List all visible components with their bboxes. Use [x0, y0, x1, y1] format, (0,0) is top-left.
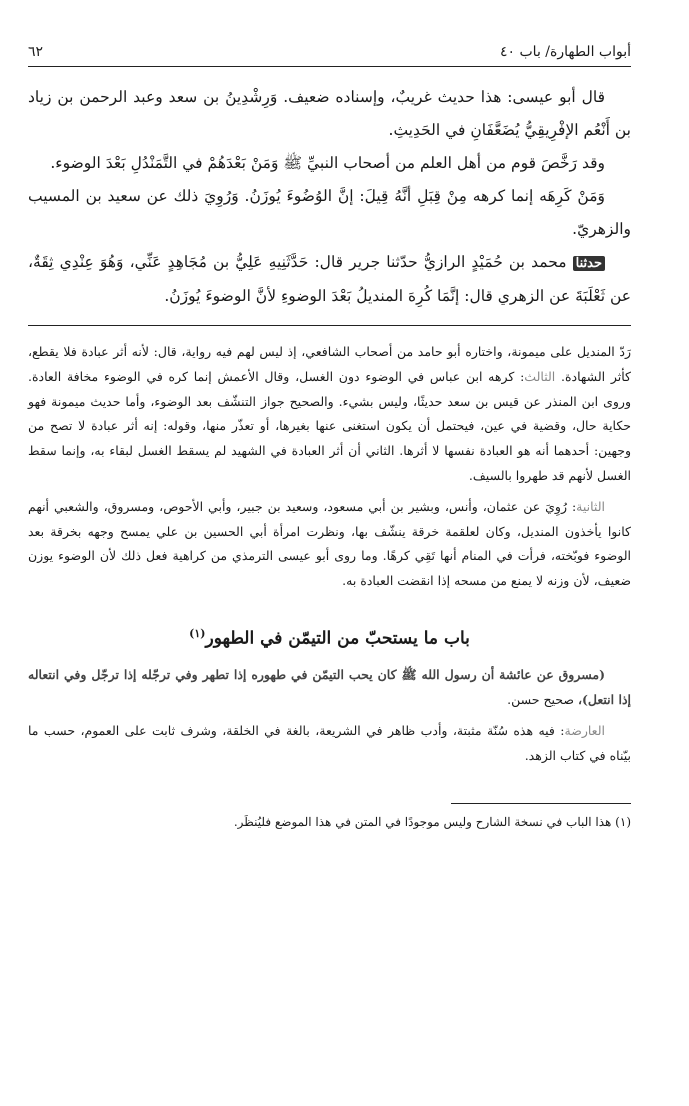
paragraph-4-text: محمد بن حُمَيْدٍ الرازيُّ حدّثنا جرير قال: حَدَّثَنِيهِ عَلِيُّ بن مُجَاهِدٍ عَنِّي، وَهُوَ عِنْدِي ثِقَةٌ، عن ثَعْلَبَةَ عن الزهري قال: إنَّمَا كُرِهَ المنديلُ بَعْدَ الوضوءِ لأنَّ الوضوءَ يُوزَنُ. — [28, 253, 631, 305]
second-label: الثانية — [576, 498, 605, 514]
footnote: (١) هذا الباب في نسخة الشارح وليس موجودًا في المتن في هذا الموضع فليُنظَر. — [233, 814, 631, 829]
paragraph-3: وَمَنْ كَرِهَه إنما كرهه مِنْ قِبَلِ أنَّهُ قِيلَ: إنَّ الوُضُوءَ يُوزَنُ. وَرُوِيَ ذلك عن سعيد بن المسيب والزهريّ. — [28, 187, 631, 238]
commentary-paragraph-2: الثانية: رُوِيَ عن عثمان، وأنس، وبشير بن أبي مسعود، وسعيد بن جبير، وأبي الأحوص، ومسروق، والشعبي أنهم كانوا يأخذون المنديل، وكان لعلقمة خرقة ينشّف بها، ونظرت امرأة أبي الحسين بن علي يمسح وجهه بخرقة بعد الوضوء فوبّخته، فرأت في المنام أنها تَقِي كرهًا. وما روى أبو عيسى الترمذي من كراهية فعل ذلك لأن الوضوء يوزن ضعيف، لأن وزنه لا يمنع من مسحه إذا انقضت العبادة به. — [28, 498, 631, 589]
chapter-title: باب ما يستحبّ من التيمّن في الطهور$^{(١)}$ — [189, 626, 470, 649]
commentary-paragraph-1: رَدّ المنديل على ميمونة، واختاره أبو حامد من أصحاب الشافعي، إذ ليس لهم فيه رواية، قال: لأنه أثر عبادة فلا يقطع، كأثر الشهادة. الثالث: كرهه ابن عباس في الوضوء دون الغسل، وقال الأعمش إنما كره في الوضوء مخافة العادة. وروى ابن المنذر عن قيس بن سعد حديثًا، وليس بشيء. والصحيح جواز التنشّف بعد الوضوء، وأما حديث ميمونة فهو حكاية حال، وقضية في عين، فيحتمل أن يكون استغنى عنها بغيرها، أو تعذّر منها، وقوله: إنه أثر عبادة لا تصح من وجهين: أحدهما أنه هو العبادة نفسها لا أثرها. الثاني أن أثر العبادة في الشهيد لم يسقط الغسل لبقاء به، وإنما سقط الغسل لأنهم قد طهروا بالسيف. — [28, 344, 631, 483]
aridah-paragraph: العارضة: فيه هذه سُنّة مثبتة، وأدب ظاهر في الشريعة، بالغة في الخلقة، وشرف ثابت على العموم، حسب ما بيّناه في كتاب الزهد. — [28, 723, 631, 763]
paragraph-4 — [28, 246, 631, 313]
hadith-text: (مسروق عن عائشة أن رسول الله ﷺ كان يحب التيمّن في طهوره إذا تطهر وفي ترجّله إذا ترجّل وفي انتعاله إذا انتعل)، صحيح حسن. — [28, 667, 631, 708]
commentary — [28, 340, 631, 769]
hadith-grade: صحيح حسن. — [507, 692, 578, 708]
third-label: الثالث — [524, 368, 556, 384]
footnote-ref: (١) — [189, 626, 206, 640]
commentary-separator — [28, 325, 631, 326]
footnote-separator — [451, 803, 631, 804]
page-header — [28, 0, 631, 67]
aridah-label: العارضة — [564, 723, 605, 739]
main-text — [28, 81, 631, 313]
paragraph-1: قال أبو عيسى: هذا حديث غريبٌ، وإسناده ضعيف. وَرِشْدِينُ بن سعد وعبد الرحمن بن زياد بن أَنْعُم الإفْرِيقِيُّ يُضَعَّفَانِ في الحَدِيثِ. — [28, 88, 631, 139]
haddathana-label: حدثنا — [573, 256, 605, 271]
running-title: أبواب الطهارة/ باب ٤٠ — [500, 44, 631, 60]
paragraph-2: وقد رَخَّصَ قوم من أهل العلم من أصحاب النبيِّ ﷺ وَمَنْ بَعْدَهُمْ في التَّمَنْدُلِ بَعْدَ الوضوء. — [50, 154, 605, 172]
page-number: ٦٢ — [28, 44, 44, 60]
